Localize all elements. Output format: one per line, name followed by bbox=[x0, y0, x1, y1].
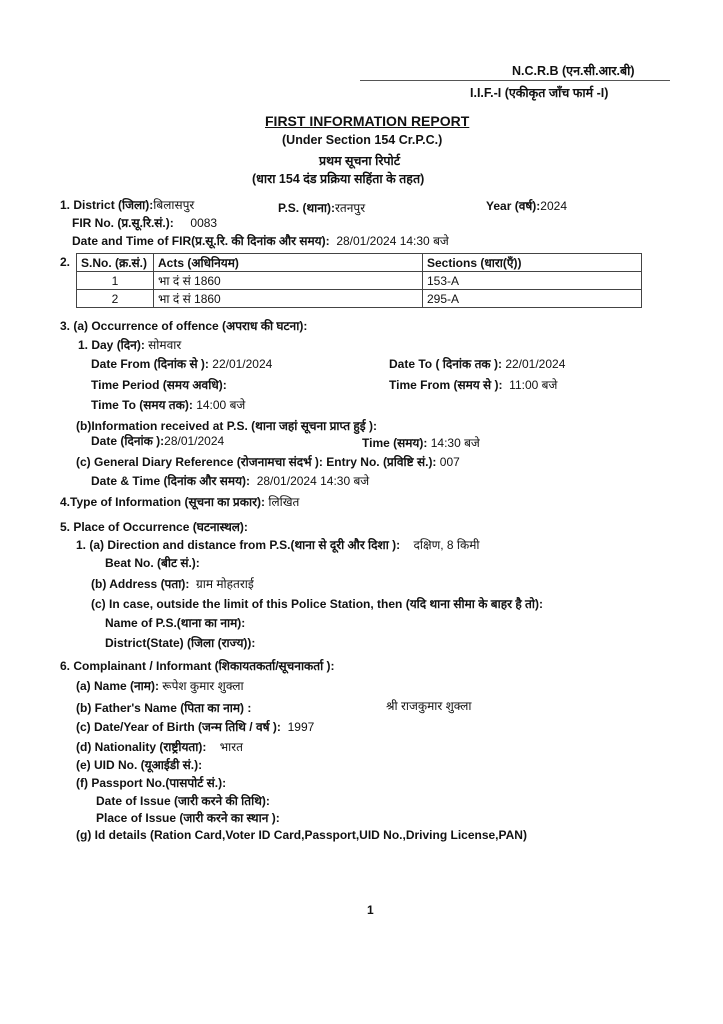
district-state-label: District(State) (जिला (राज्य)): bbox=[105, 636, 256, 650]
passport-label: (f) Passport No.(पासपोर्ट सं.): bbox=[76, 776, 227, 790]
date-from-row bbox=[91, 355, 272, 372]
dob-value: 1997 bbox=[287, 720, 315, 734]
gd-datetime-row bbox=[91, 472, 369, 489]
complainant-heading: 6. Complainant / Informant (शिकायतकर्ता/सूचनाकर्ता ): bbox=[60, 659, 335, 673]
row-act: भा दं सं 1860 bbox=[154, 290, 423, 308]
uid-label: (e) UID No. (यूआईडी सं.): bbox=[76, 758, 203, 772]
father-value: श्री राजकुमार शुक्ला bbox=[386, 699, 472, 713]
fir-datetime-value: 28/01/2024 14:30 बजे bbox=[336, 234, 449, 248]
gd-row bbox=[76, 453, 460, 470]
time-to-value: 14:00 बजे bbox=[196, 398, 246, 412]
address-row bbox=[91, 575, 254, 592]
day-value: सोमवार bbox=[148, 338, 182, 352]
title-section-ref: (Under Section 154 Cr.P.C.) bbox=[282, 133, 443, 147]
info-time-row bbox=[362, 434, 480, 451]
year-value: 2024 bbox=[540, 199, 567, 213]
fir-label: FIR No. (प्र.सू.रि.सं.): bbox=[72, 216, 174, 230]
date-to-label: Date To ( दिनांक तक ): bbox=[389, 357, 502, 371]
nationality-row bbox=[76, 738, 243, 755]
nationality-value: भारत bbox=[219, 740, 244, 754]
info-received-label: (b)Information received at P.S. (थाना जहां सूचना प्राप्त हुई ): bbox=[76, 419, 377, 433]
name-label: (a) Name (नाम): bbox=[76, 679, 159, 693]
place-heading: 5. Place of Occurrence (घटनास्थल): bbox=[60, 520, 248, 534]
fir-datetime-label: Date and Time of FIR(प्र.सू.रि. की दिनांक और समय): bbox=[72, 234, 330, 248]
occurrence-heading: 3. (a) Occurrence of offence (अपराध की घटना): bbox=[60, 319, 308, 333]
beat-label: Beat No. (बीट सं.): bbox=[105, 556, 200, 570]
info-date-label: Date (दिनांक ): bbox=[91, 434, 165, 448]
dob-label: (c) Date/Year of Birth (जन्म तिथि / वर्ष ): bbox=[76, 720, 281, 734]
direction-value: दक्षिण, 8 किमी bbox=[413, 538, 480, 552]
col-sno: S.No. (क्र.सं.) bbox=[77, 254, 154, 272]
row-section: 295-A bbox=[423, 290, 642, 308]
table-row bbox=[77, 290, 642, 308]
date-from-value: 22/01/2024 bbox=[212, 357, 273, 371]
time-period-label: Time Period (समय अवधि): bbox=[91, 378, 227, 392]
date-to-value: 22/01/2024 bbox=[505, 357, 566, 371]
col-acts: Acts (अधिनियम) bbox=[154, 254, 423, 272]
info-date-row bbox=[91, 432, 224, 449]
fir-value: 0083 bbox=[190, 216, 218, 230]
time-to-row bbox=[91, 396, 245, 413]
acts-table bbox=[76, 253, 642, 308]
father-label: (b) Father's Name (पिता का नाम) : bbox=[76, 701, 252, 715]
info-time-value: 14:30 बजे bbox=[430, 436, 480, 450]
row-act: भा दं सं 1860 bbox=[154, 272, 423, 290]
info-type-row bbox=[60, 493, 299, 510]
issue-place-label: Place of Issue (जारी करने का स्थान ): bbox=[96, 811, 280, 825]
ps-name-label: Name of P.S.(थाना का नाम): bbox=[105, 616, 246, 630]
issue-date-label: Date of Issue (जारी करने की तिथि): bbox=[96, 794, 270, 808]
dob-row bbox=[76, 718, 314, 735]
acts-section-number: 2. bbox=[60, 255, 71, 269]
time-to-label: Time To (समय तक): bbox=[91, 398, 193, 412]
district-value: बिलासपुर bbox=[153, 198, 195, 212]
day-row bbox=[78, 336, 181, 353]
info-time-label: Time (समय): bbox=[362, 436, 428, 450]
time-from-value: 11:00 बजे bbox=[509, 378, 558, 392]
nationality-label: (d) Nationality (राष्ट्रीयता): bbox=[76, 740, 207, 754]
ps-value: रतनपुर bbox=[335, 201, 366, 215]
gd-label: (c) General Diary Reference (रोजनामचा संदर्भ ): bbox=[76, 455, 323, 469]
district-label: 1. District (जिला): bbox=[60, 198, 154, 212]
entry-value: 007 bbox=[439, 455, 460, 469]
info-type-label: 4.Type of Information (सूचना का प्रकार): bbox=[60, 495, 265, 509]
acts-table-header bbox=[77, 254, 642, 272]
direction-label: 1. (a) Direction and distance from P.S.(थाना से दूरी और दिशा ): bbox=[76, 538, 401, 552]
entry-label: Entry No. (प्रविष्टि सं.): bbox=[326, 455, 437, 469]
name-row bbox=[76, 677, 244, 694]
gd-datetime-label: Date & Time (दिनांक और समय): bbox=[91, 474, 251, 488]
title-hindi-section: (धारा 154 दंड प्रक्रिया सहिंता के तहत) bbox=[252, 172, 425, 186]
table-row bbox=[77, 272, 642, 290]
gd-datetime-value: 28/01/2024 14:30 बजे bbox=[256, 474, 370, 488]
title-hindi: प्रथम सूचना रिपोर्ट bbox=[319, 154, 401, 168]
district-row bbox=[60, 196, 194, 213]
iif-header: I.I.F.-I (एकीकृत जाँच फार्म -I) bbox=[470, 86, 609, 100]
col-sections: Sections (धारा(एँ)) bbox=[423, 254, 642, 272]
date-from-label: Date From (दिनांक से ): bbox=[91, 357, 209, 371]
fir-datetime-row bbox=[72, 232, 449, 249]
year-row bbox=[486, 197, 567, 214]
address-value: ग्राम मोहतराई bbox=[196, 577, 254, 591]
ps-label: P.S. (थाना): bbox=[278, 201, 335, 215]
info-date-value: 28/01/2024 bbox=[164, 434, 225, 448]
header-divider bbox=[360, 80, 670, 81]
page-title: FIRST INFORMATION REPORT bbox=[265, 113, 470, 129]
year-label: Year (वर्ष): bbox=[486, 199, 541, 213]
address-label: (b) Address (पता): bbox=[91, 577, 190, 591]
time-from-row bbox=[389, 376, 557, 393]
row-section: 153-A bbox=[423, 272, 642, 290]
row-sno: 2 bbox=[77, 290, 154, 308]
time-from-label: Time From (समय से ): bbox=[389, 378, 503, 392]
direction-row bbox=[76, 536, 480, 553]
page-number: 1 bbox=[367, 903, 374, 917]
date-to-row bbox=[389, 355, 565, 372]
day-label: 1. Day (दिन): bbox=[78, 338, 145, 352]
id-details-label: (g) Id details (Ration Card,Voter ID Card,Passport,UID No.,Driving License,PAN) bbox=[76, 828, 527, 842]
info-type-value: लिखित bbox=[268, 495, 300, 509]
name-value: रूपेश कुमार शुक्ला bbox=[162, 679, 244, 693]
fir-row bbox=[72, 214, 217, 231]
ps-row bbox=[278, 199, 365, 216]
row-sno: 1 bbox=[77, 272, 154, 290]
outside-limit-label: (c) In case, outside the limit of this Police Station, then (यदि थाना सीमा के बाहर है तो): bbox=[91, 597, 543, 611]
ncrb-header: N.C.R.B (एन.सी.आर.बी) bbox=[512, 64, 635, 78]
